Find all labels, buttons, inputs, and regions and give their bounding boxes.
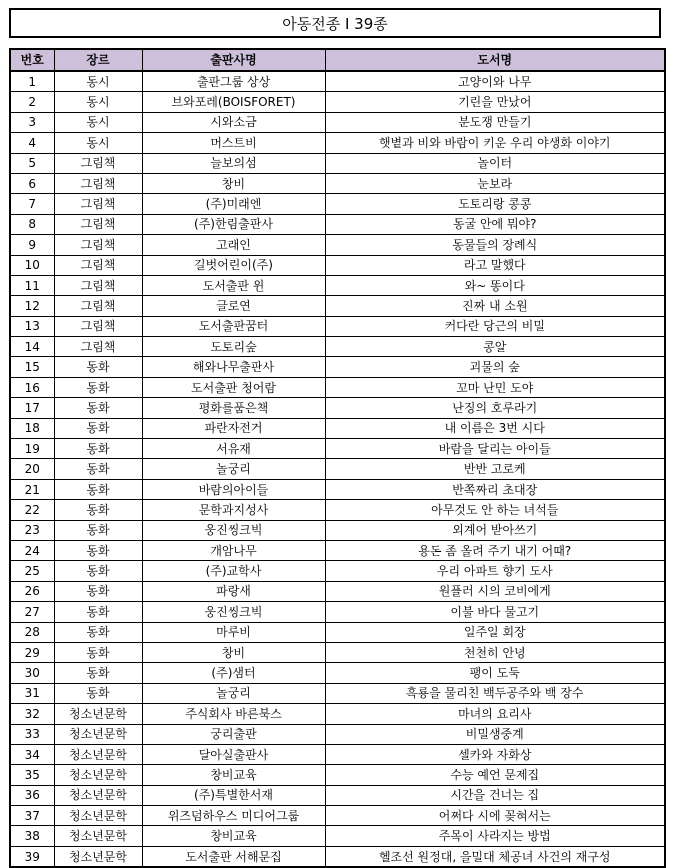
cell-book-title: 꼬마 난민 도야 (325, 377, 665, 397)
cell-genre: 동화 (54, 663, 142, 683)
cell-publisher: 마루비 (142, 622, 325, 642)
cell-genre: 동화 (54, 398, 142, 418)
cell-book-title: 동물들의 장례식 (325, 235, 665, 255)
cell-book-title: 바람을 달리는 아이들 (325, 439, 665, 459)
header-book-title: 도서명 (325, 49, 665, 71)
cell-number: 4 (10, 133, 54, 153)
cell-number: 37 (10, 806, 54, 826)
cell-number: 21 (10, 479, 54, 499)
cell-publisher: 시와소금 (142, 112, 325, 132)
table-row (10, 337, 665, 357)
book-list-table (9, 48, 666, 868)
table-row (10, 479, 665, 499)
cell-genre: 청소년문학 (54, 744, 142, 764)
cell-genre: 동화 (54, 377, 142, 397)
cell-number: 1 (10, 71, 54, 92)
table-header (10, 49, 665, 71)
cell-publisher: 서유재 (142, 439, 325, 459)
cell-number: 9 (10, 235, 54, 255)
cell-number: 32 (10, 704, 54, 724)
cell-book-title: 놀이터 (325, 153, 665, 173)
cell-publisher: 출판그룹 상상 (142, 71, 325, 92)
cell-publisher: 궁리출판 (142, 724, 325, 744)
cell-book-title: 용돈 좀 올려 주기 내기 어때? (325, 540, 665, 560)
cell-publisher: 창비 (142, 173, 325, 193)
cell-genre: 동화 (54, 357, 142, 377)
cell-genre: 동화 (54, 540, 142, 560)
cell-genre: 동화 (54, 683, 142, 703)
table-row (10, 255, 665, 275)
cell-genre: 청소년문학 (54, 704, 142, 724)
cell-book-title: 괴물의 숲 (325, 357, 665, 377)
cell-publisher: 문학과지성사 (142, 500, 325, 520)
cell-number: 18 (10, 418, 54, 438)
cell-publisher: 파랑새 (142, 581, 325, 601)
cell-number: 14 (10, 337, 54, 357)
cell-publisher: 창비 (142, 642, 325, 662)
table-row (10, 744, 665, 764)
cell-number: 23 (10, 520, 54, 540)
table-row (10, 785, 665, 805)
cell-book-title: 반반 고로케 (325, 459, 665, 479)
table-row (10, 540, 665, 560)
header-row (10, 49, 665, 71)
cell-genre: 그림책 (54, 194, 142, 214)
cell-book-title: 원플러 시의 코비에게 (325, 581, 665, 601)
cell-genre: 동시 (54, 92, 142, 112)
cell-publisher: 도서출판 서해문집 (142, 846, 325, 867)
table-row (10, 500, 665, 520)
table-row (10, 826, 665, 846)
table-row (10, 357, 665, 377)
cell-number: 19 (10, 439, 54, 459)
cell-book-title: 햇볕과 비와 바람이 키운 우리 야생화 이야기 (325, 133, 665, 153)
cell-publisher: 브와포레(BOISFORET) (142, 92, 325, 112)
cell-genre: 그림책 (54, 235, 142, 255)
table-row (10, 71, 665, 92)
cell-number: 31 (10, 683, 54, 703)
cell-genre: 청소년문학 (54, 806, 142, 826)
cell-book-title: 우리 아파트 향기 도사 (325, 561, 665, 581)
cell-publisher: 놀궁리 (142, 459, 325, 479)
cell-book-title: 수능 예언 문제집 (325, 765, 665, 785)
cell-number: 16 (10, 377, 54, 397)
cell-book-title: 어쩌다 시에 꽂혀서는 (325, 806, 665, 826)
cell-number: 5 (10, 153, 54, 173)
table-row (10, 561, 665, 581)
cell-genre: 동화 (54, 500, 142, 520)
cell-book-title: 헬조선 원정대, 을밀대 체공녀 사건의 재구성 (325, 846, 665, 867)
cell-number: 8 (10, 214, 54, 234)
cell-number: 22 (10, 500, 54, 520)
cell-number: 15 (10, 357, 54, 377)
cell-genre: 동화 (54, 418, 142, 438)
cell-number: 3 (10, 112, 54, 132)
cell-book-title: 기린을 만났어 (325, 92, 665, 112)
cell-publisher: 고래인 (142, 235, 325, 255)
cell-publisher: 개암나무 (142, 540, 325, 560)
cell-publisher: 도서출판 윈 (142, 275, 325, 295)
cell-genre: 동화 (54, 520, 142, 540)
cell-book-title: 천천히 안녕 (325, 642, 665, 662)
cell-genre: 동화 (54, 439, 142, 459)
cell-number: 20 (10, 459, 54, 479)
cell-book-title: 고양이와 나무 (325, 71, 665, 92)
table-row (10, 765, 665, 785)
cell-number: 39 (10, 846, 54, 867)
cell-number: 28 (10, 622, 54, 642)
table-row (10, 622, 665, 642)
cell-number: 13 (10, 316, 54, 336)
table-row (10, 602, 665, 622)
cell-number: 27 (10, 602, 54, 622)
cell-book-title: 눈보라 (325, 173, 665, 193)
cell-publisher: 창비교육 (142, 826, 325, 846)
cell-number: 10 (10, 255, 54, 275)
table-row (10, 439, 665, 459)
cell-book-title: 아무것도 안 하는 녀석들 (325, 500, 665, 520)
cell-publisher: 길벗어린이(주) (142, 255, 325, 275)
cell-genre: 청소년문학 (54, 785, 142, 805)
table-row (10, 581, 665, 601)
cell-book-title: 마녀의 요리사 (325, 704, 665, 724)
table-row (10, 235, 665, 255)
cell-number: 34 (10, 744, 54, 764)
cell-publisher: 글로연 (142, 296, 325, 316)
cell-number: 2 (10, 92, 54, 112)
table-row (10, 296, 665, 316)
cell-book-title: 외계어 받아쓰기 (325, 520, 665, 540)
cell-book-title: 반쪽짜리 초대장 (325, 479, 665, 499)
cell-publisher: (주)특별한서재 (142, 785, 325, 805)
cell-publisher: 창비교육 (142, 765, 325, 785)
cell-book-title: 셀카와 자화상 (325, 744, 665, 764)
cell-book-title: 진짜 내 소원 (325, 296, 665, 316)
table-row (10, 92, 665, 112)
cell-publisher: 해와나무출판사 (142, 357, 325, 377)
table-row (10, 133, 665, 153)
cell-number: 25 (10, 561, 54, 581)
table-row (10, 214, 665, 234)
cell-book-title: 일주일 회장 (325, 622, 665, 642)
cell-number: 29 (10, 642, 54, 662)
cell-genre: 동화 (54, 622, 142, 642)
table-body (10, 71, 665, 867)
cell-book-title: 와~ 똥이다 (325, 275, 665, 295)
table-row (10, 316, 665, 336)
table-row (10, 112, 665, 132)
cell-book-title: 라고 말했다 (325, 255, 665, 275)
cell-book-title: 비밀생중계 (325, 724, 665, 744)
cell-genre: 그림책 (54, 275, 142, 295)
table-row (10, 683, 665, 703)
cell-genre: 동시 (54, 71, 142, 92)
cell-book-title: 콩알 (325, 337, 665, 357)
cell-genre: 동화 (54, 459, 142, 479)
cell-number: 17 (10, 398, 54, 418)
cell-publisher: 웅진씽크빅 (142, 602, 325, 622)
cell-number: 35 (10, 765, 54, 785)
cell-book-title: 이불 바다 물고기 (325, 602, 665, 622)
cell-genre: 그림책 (54, 316, 142, 336)
cell-book-title: 시간을 건너는 집 (325, 785, 665, 805)
cell-publisher: (주)한림출판사 (142, 214, 325, 234)
cell-genre: 그림책 (54, 214, 142, 234)
cell-publisher: 위즈덤하우스 미디어그룹 (142, 806, 325, 826)
cell-number: 38 (10, 826, 54, 846)
table-row (10, 153, 665, 173)
cell-book-title: 흑룡을 물리친 백두공주와 백 장수 (325, 683, 665, 703)
cell-number: 26 (10, 581, 54, 601)
cell-publisher: 도토리숲 (142, 337, 325, 357)
table-row (10, 459, 665, 479)
cell-book-title: 팽이 도둑 (325, 663, 665, 683)
cell-publisher: 늘보의섬 (142, 153, 325, 173)
header-genre: 장르 (54, 49, 142, 71)
table-row (10, 194, 665, 214)
page-title: 아동전종 I 39종 (9, 8, 661, 38)
cell-publisher: 도서출판꿈터 (142, 316, 325, 336)
table-row (10, 418, 665, 438)
cell-genre: 동화 (54, 581, 142, 601)
table-row (10, 704, 665, 724)
cell-genre: 그림책 (54, 173, 142, 193)
cell-publisher: 달아실출판사 (142, 744, 325, 764)
table-row (10, 846, 665, 867)
cell-genre: 동화 (54, 602, 142, 622)
table-row (10, 663, 665, 683)
table-row (10, 806, 665, 826)
cell-genre: 청소년문학 (54, 765, 142, 785)
cell-genre: 그림책 (54, 255, 142, 275)
cell-number: 30 (10, 663, 54, 683)
cell-genre: 동화 (54, 642, 142, 662)
table-row (10, 724, 665, 744)
cell-genre: 그림책 (54, 337, 142, 357)
cell-book-title: 난징의 호루라기 (325, 398, 665, 418)
cell-publisher: 파란자전거 (142, 418, 325, 438)
cell-publisher: (주)미래엔 (142, 194, 325, 214)
cell-book-title: 도토리랑 콩콩 (325, 194, 665, 214)
cell-number: 33 (10, 724, 54, 744)
cell-number: 6 (10, 173, 54, 193)
cell-publisher: 웅진씽크빅 (142, 520, 325, 540)
table-row (10, 377, 665, 397)
cell-book-title: 분도쟁 만들기 (325, 112, 665, 132)
cell-number: 36 (10, 785, 54, 805)
cell-book-title: 동굴 안에 뭐야? (325, 214, 665, 234)
header-publisher: 출판사명 (142, 49, 325, 71)
cell-genre: 동시 (54, 133, 142, 153)
cell-genre: 그림책 (54, 153, 142, 173)
table-row (10, 173, 665, 193)
cell-number: 24 (10, 540, 54, 560)
cell-book-title: 커다란 당근의 비밀 (325, 316, 665, 336)
cell-genre: 청소년문학 (54, 724, 142, 744)
table-row (10, 642, 665, 662)
table-row (10, 275, 665, 295)
cell-publisher: 평화를품은책 (142, 398, 325, 418)
cell-genre: 청소년문학 (54, 846, 142, 867)
cell-genre: 동화 (54, 479, 142, 499)
cell-book-title: 주목이 사라지는 방법 (325, 826, 665, 846)
cell-publisher: 머스트비 (142, 133, 325, 153)
cell-publisher: 놀궁리 (142, 683, 325, 703)
cell-genre: 동화 (54, 561, 142, 581)
cell-genre: 청소년문학 (54, 826, 142, 846)
cell-publisher: 주식회사 바른북스 (142, 704, 325, 724)
cell-genre: 그림책 (54, 296, 142, 316)
cell-book-title: 내 이름은 3번 시다 (325, 418, 665, 438)
table-row (10, 398, 665, 418)
table-row (10, 520, 665, 540)
cell-publisher: (주)교학사 (142, 561, 325, 581)
header-number: 번호 (10, 49, 54, 71)
cell-number: 11 (10, 275, 54, 295)
cell-number: 7 (10, 194, 54, 214)
cell-publisher: 바람의아이들 (142, 479, 325, 499)
cell-publisher: (주)샘터 (142, 663, 325, 683)
cell-number: 12 (10, 296, 54, 316)
cell-publisher: 도서출판 청어람 (142, 377, 325, 397)
cell-genre: 동시 (54, 112, 142, 132)
